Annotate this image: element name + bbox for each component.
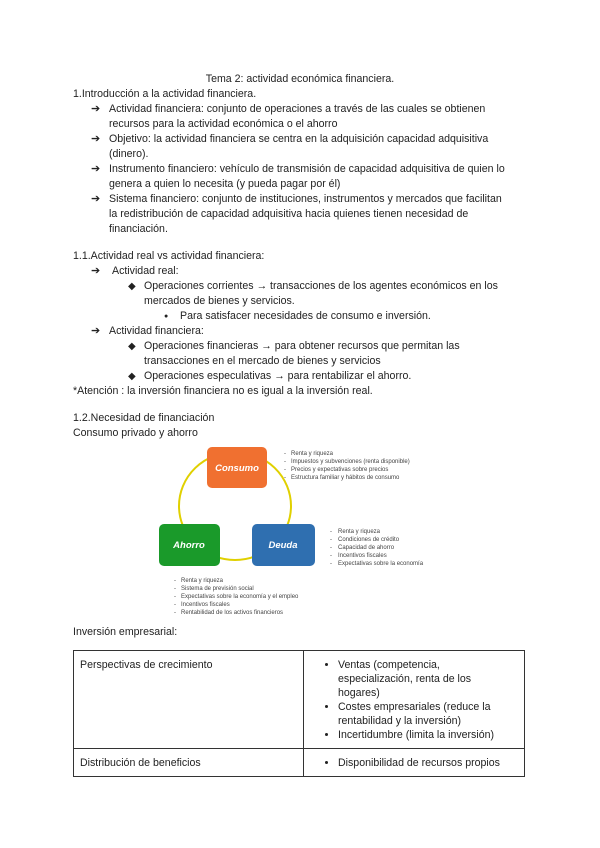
ahorro-note: Rentabilidad de los activos financieros xyxy=(181,610,284,615)
table-cell xyxy=(304,749,525,777)
deuda-note: Capacidad de ahorro xyxy=(338,545,395,551)
consumo-ahorro-deuda-diagram xyxy=(150,440,460,615)
op-financieras-line1: Operaciones financieras → para obtener recursos que permitan las xyxy=(144,340,460,352)
inversion-heading: Inversión empresarial: xyxy=(73,626,178,638)
item-instrumento-line1: Instrumento financiero: vehículo de transmisión de capacidad adquisitiva de quien lo xyxy=(109,163,505,175)
svg-text:-: - xyxy=(174,602,176,608)
section-heading-necesidad: 1.2.Necesidad de financiación xyxy=(73,412,215,424)
item-actividad-financiera-line1: Actividad financiera: conjunto de operaciones a través de las cuales se obtienen xyxy=(109,103,486,115)
page-title: Tema 2: actividad económica financiera. xyxy=(205,73,395,85)
diamond-bullet-icon: ◆ xyxy=(128,341,136,352)
ahorro-note: Sistema de previsión social xyxy=(181,586,254,592)
bullet-icon: ● xyxy=(164,313,169,320)
actividad-financiera-label: Actividad financiera: xyxy=(109,325,204,337)
ahorro-note: Renta y riqueza xyxy=(181,578,224,584)
atencion-note: *Atención : la inversión financiera no es igual a la inversión real. xyxy=(73,385,373,397)
deuda-box xyxy=(252,524,315,566)
section-heading-real-vs-financiera: 1.1.Actividad real vs actividad financiera: xyxy=(73,250,265,262)
svg-text:-: - xyxy=(330,537,332,543)
svg-text:-: - xyxy=(284,451,286,457)
list-item: • Incertidumbre (limita la inversión) xyxy=(338,728,518,742)
arrow-icon: ➔ xyxy=(91,265,101,277)
deuda-note: Renta y riqueza xyxy=(338,529,381,535)
section-heading-introduccion: 1.Introducción a la actividad financiera. xyxy=(73,88,257,100)
ahorro-note: Incentivos fiscales xyxy=(181,602,230,608)
consumo-label: Consumo xyxy=(215,463,259,474)
deuda-note: Incentivos fiscales xyxy=(338,553,387,559)
svg-text:-: - xyxy=(174,586,176,592)
arrow-icon: ➔ xyxy=(91,103,101,115)
svg-text:-: - xyxy=(284,459,286,465)
arrow-icon: ➔ xyxy=(91,133,101,145)
deuda-note: Expectativas sobre la economía xyxy=(338,561,424,567)
consumo-note: Impuestos y subvenciones (renta disponible) xyxy=(291,459,410,465)
svg-text:-: - xyxy=(284,475,286,481)
deuda-note: Condiciones de crédito xyxy=(338,537,400,543)
item-sistema-line2: la redistribución de capacidad adquisitiva hacia quienes tienen necesidad de xyxy=(109,208,469,220)
table-cell: Distribución de beneficios xyxy=(74,749,304,777)
ahorro-note: Expectativas sobre la economía y el empleo xyxy=(181,594,299,600)
op-corrientes-line2: mercados de bienes y servicios. xyxy=(144,295,295,307)
item-sistema-line3: financiación. xyxy=(109,223,168,235)
svg-text:-: - xyxy=(330,545,332,551)
svg-text:-: - xyxy=(330,553,332,559)
item-objetivo-line1: Objetivo: la actividad financiera se centra en la adquisición capacidad adquisitiva xyxy=(109,133,489,145)
arrow-icon: ➔ xyxy=(91,163,101,175)
table-row xyxy=(74,749,525,777)
consumo-box xyxy=(207,447,267,488)
item-instrumento-line2: genera a quien lo necesita (y pueda pagar por él) xyxy=(109,178,341,190)
list-item: • Ventas (competencia, especialización, renta de los hogares) xyxy=(338,658,518,700)
svg-text:-: - xyxy=(174,610,176,615)
table-cell xyxy=(304,651,525,749)
subheading-consumo-ahorro: Consumo privado y ahorro xyxy=(73,427,198,439)
inversion-table xyxy=(73,650,525,777)
arrow-icon: ➔ xyxy=(91,325,101,337)
op-corrientes-sub: Para satisfacer necesidades de consumo e inversión. xyxy=(180,310,431,322)
list-item: • Disponibilidad de recursos propios xyxy=(338,756,518,770)
svg-text:-: - xyxy=(174,594,176,600)
svg-text:-: - xyxy=(284,467,286,473)
diamond-bullet-icon: ◆ xyxy=(128,371,136,382)
item-objetivo-line2: (dinero). xyxy=(109,148,149,160)
svg-text:-: - xyxy=(174,578,176,584)
consumo-note: Estructura familiar y hábitos de consumo xyxy=(291,475,400,481)
op-corrientes-line1: Operaciones corrientes → transacciones de los agentes económicos en los xyxy=(144,280,498,292)
table-cell: Perspectivas de crecimiento xyxy=(74,651,304,749)
diamond-bullet-icon: ◆ xyxy=(128,281,136,292)
table-row xyxy=(74,651,525,749)
ahorro-box xyxy=(159,524,220,566)
arrow-icon: ➔ xyxy=(91,193,101,205)
op-especulativas: Operaciones especulativas → para rentabilizar el ahorro. xyxy=(144,370,412,382)
list-item: • Costes empresariales (reduce la rentabilidad y la inversión) xyxy=(338,700,518,728)
op-financieras-line2: transacciones en el mercado de bienes y servicios xyxy=(144,355,381,367)
consumo-note: Precios y expectativas sobre precios xyxy=(291,467,389,473)
item-actividad-financiera-line2: recursos para la actividad económica o el ahorro xyxy=(109,118,338,130)
consumo-note: Renta y riqueza xyxy=(291,451,334,457)
svg-text:-: - xyxy=(330,561,332,567)
item-sistema-line1: Sistema financiero: conjunto de instituciones, instrumentos y mercados que facilitan xyxy=(109,193,502,205)
ahorro-label: Ahorro xyxy=(173,540,205,551)
actividad-real-label: Actividad real: xyxy=(112,265,179,277)
deuda-label: Deuda xyxy=(268,540,298,551)
svg-text:-: - xyxy=(330,529,332,535)
